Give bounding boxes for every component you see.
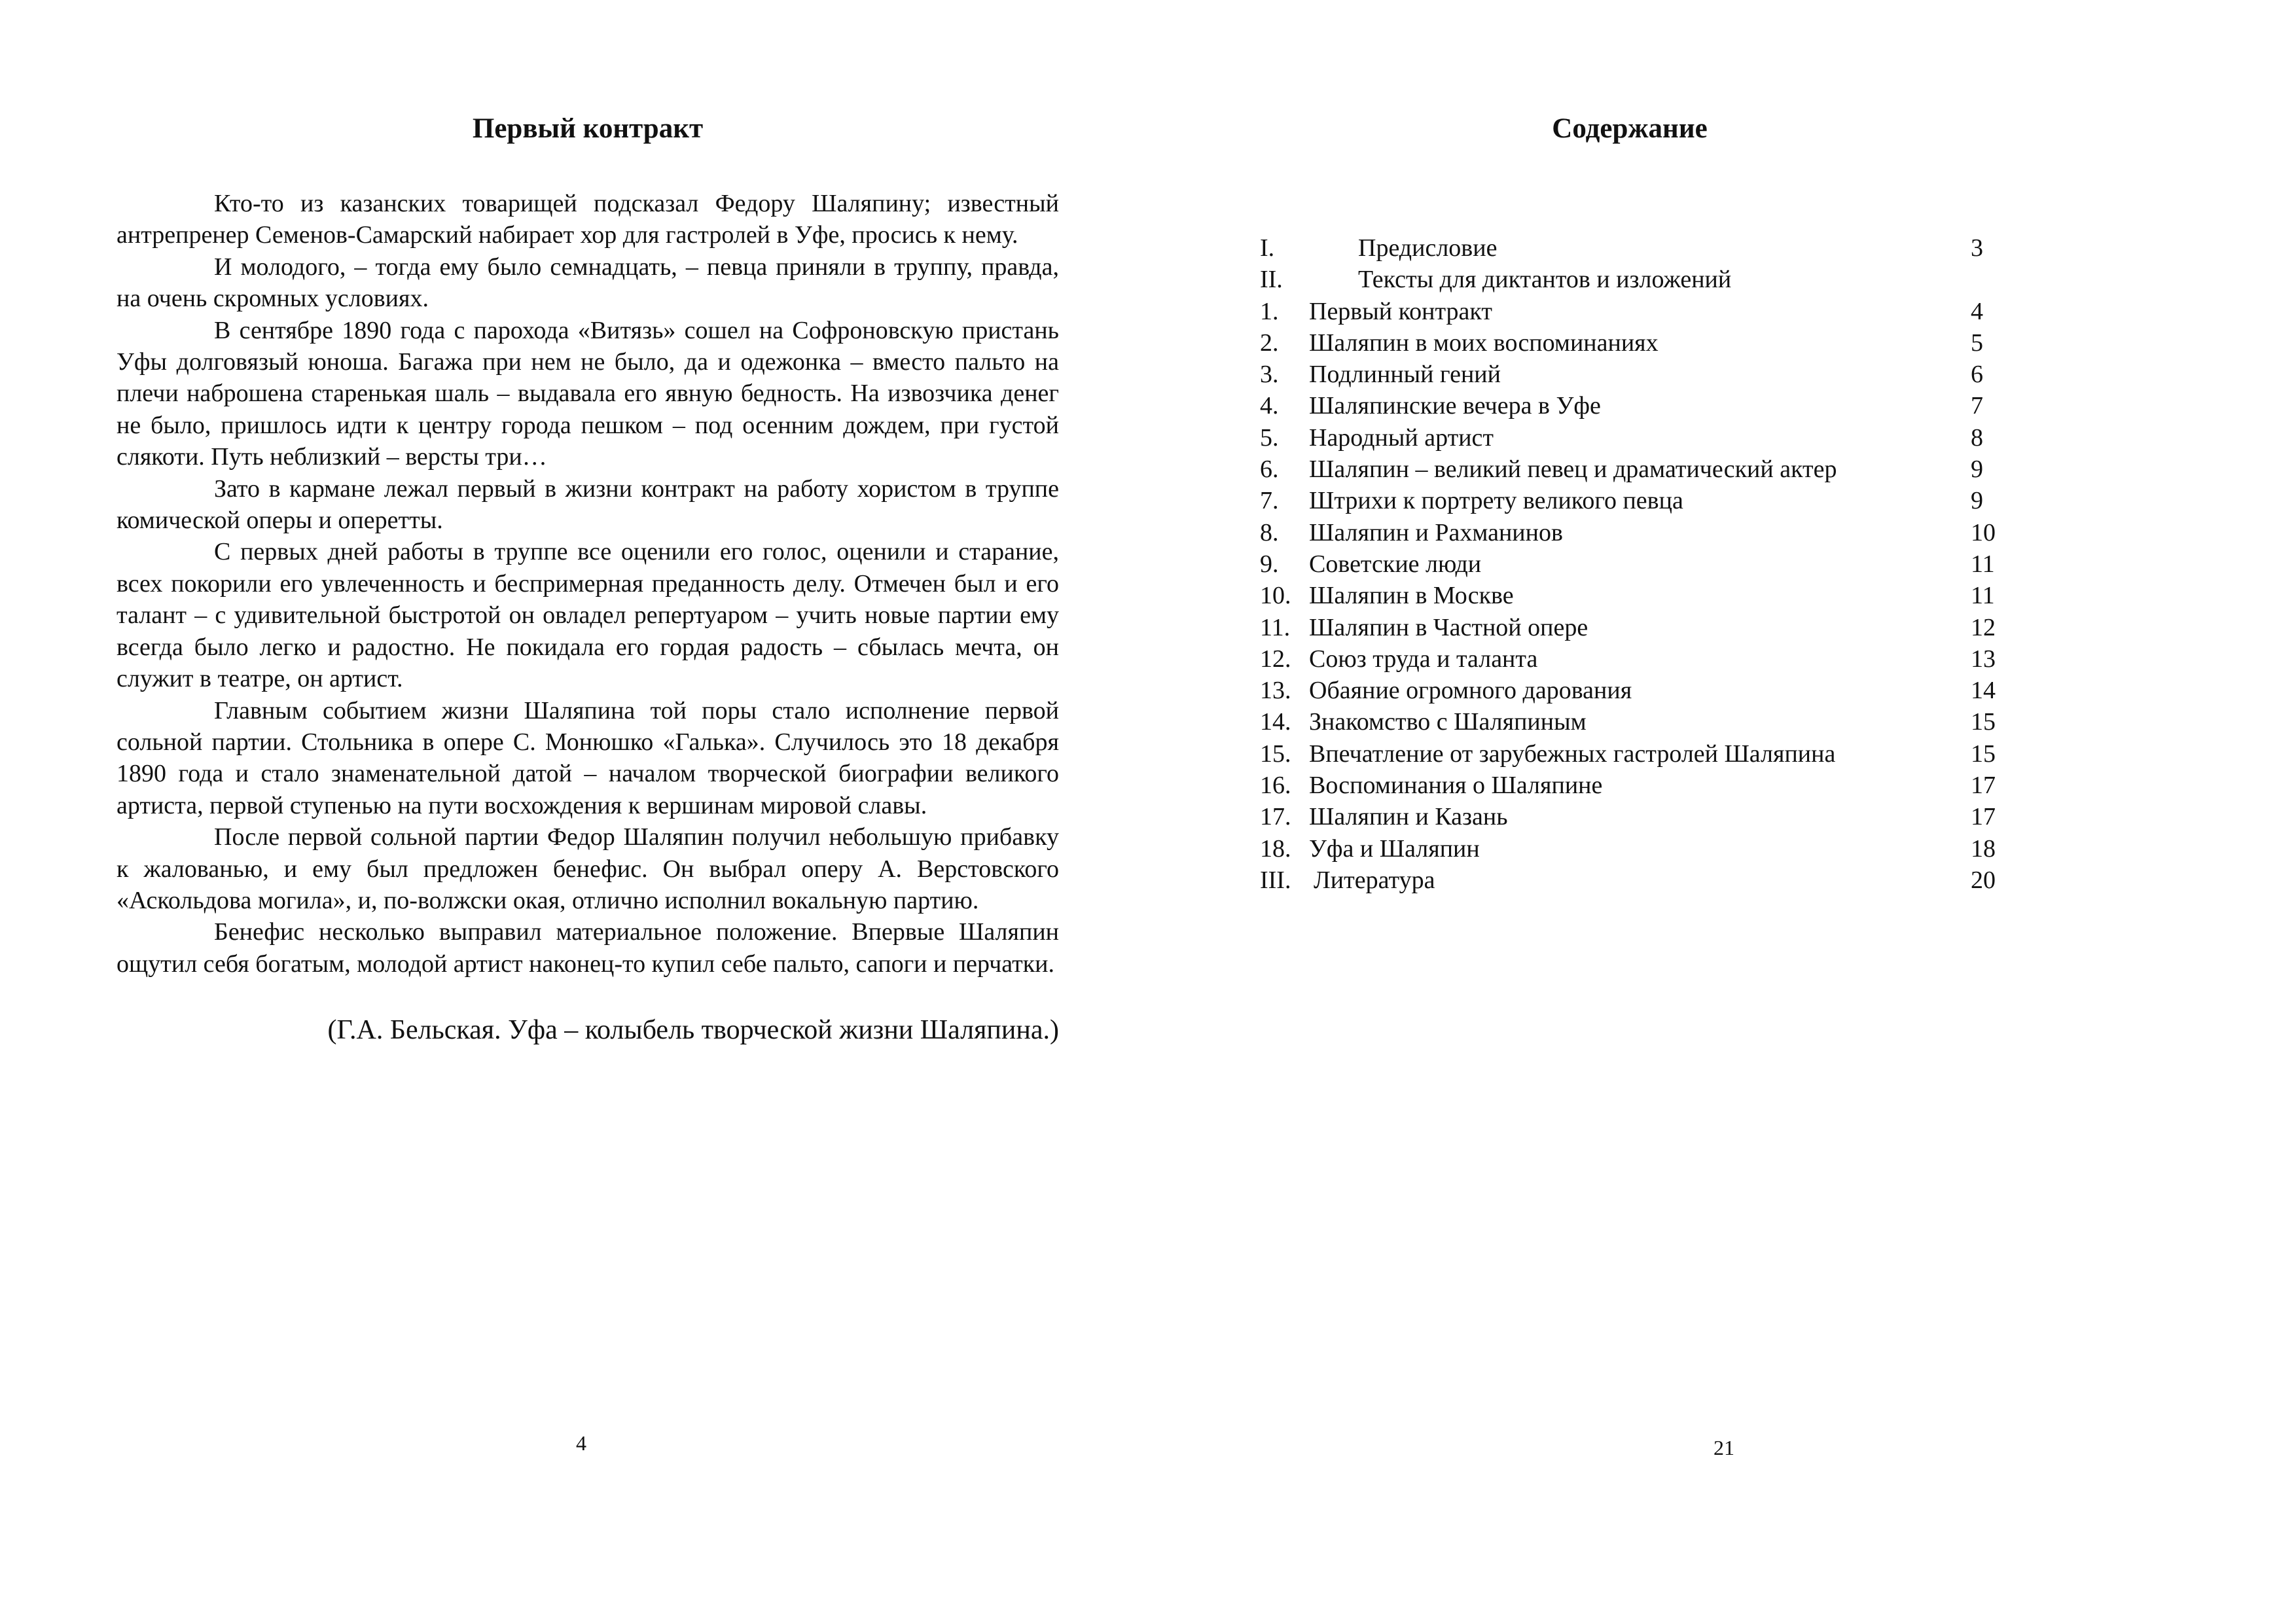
toc-entry-number: 12. bbox=[1260, 645, 1291, 673]
toc-entry bbox=[1260, 232, 2000, 264]
toc-entry bbox=[1260, 548, 2000, 580]
toc-entry-label: Союз труда и таланта bbox=[1309, 645, 1538, 673]
toc-entry-number: 17. bbox=[1260, 803, 1291, 831]
toc-entry bbox=[1260, 738, 2000, 770]
toc-entry-label: Шаляпин в моих воспоминаниях bbox=[1309, 329, 1659, 357]
toc-entry-label: Народный артист bbox=[1309, 423, 1494, 452]
toc-entry-page: 13 bbox=[1971, 645, 1996, 673]
toc-entry bbox=[1260, 296, 2000, 327]
toc-entry bbox=[1260, 422, 2000, 454]
toc-entry-label: Уфа и Шаляпин bbox=[1309, 834, 1480, 863]
toc-entry bbox=[1260, 675, 2000, 706]
toc-entry-page: 6 bbox=[1971, 361, 1983, 389]
toc-entry-number: 13. bbox=[1260, 677, 1291, 705]
toc-entry-page: 3 bbox=[1971, 234, 1983, 262]
toc-entry-page: 9 bbox=[1971, 487, 1983, 515]
page-number-right: 21 bbox=[1713, 1436, 1734, 1459]
toc-entry-label: Предисловие bbox=[1358, 234, 1498, 262]
toc-entry bbox=[1260, 612, 2000, 643]
paragraph: В сентябре 1890 года с парохода «Витязь» сошел на Софроновскую пристань Уфы долговязый юноша. Багажа при нем не было, да и одежонка – вместо пальто на плечи наброшена старенькая шаль – выдавала его явную бедность. На извозчика денег не было, пришлось идти к центру города пешком – под осенним дождем, при густой слякоти. Путь неблизкий – версты три… bbox=[117, 316, 1059, 471]
toc-entry bbox=[1260, 770, 2000, 801]
toc-entry-label: Знакомство с Шаляпиным bbox=[1309, 708, 1587, 736]
toc-entry-page: 12 bbox=[1971, 613, 1996, 641]
toc-entry-page: 15 bbox=[1971, 740, 1996, 768]
table-of-contents bbox=[1260, 232, 2000, 896]
toc-entry-label: Шаляпин – великий певец и драматический актер bbox=[1309, 455, 1837, 484]
page-number-left: 4 bbox=[576, 1431, 586, 1455]
toc-entry-number: III. bbox=[1260, 866, 1291, 894]
toc-entry bbox=[1260, 359, 2000, 390]
toc-entry-label: Воспоминания о Шаляпине bbox=[1309, 772, 1603, 800]
toc-entry-number: 15. bbox=[1260, 740, 1291, 768]
paragraph: Зато в кармане лежал первый в жизни контракт на работу хористом в труппе комической оперы и оперетты. bbox=[117, 474, 1059, 535]
toc-entry-number: I. bbox=[1260, 234, 1275, 262]
toc-entry-label: Штрихи к портрету великого певца bbox=[1309, 487, 1683, 515]
toc-entry-number: 3. bbox=[1260, 361, 1279, 389]
toc-entry-number: 9. bbox=[1260, 550, 1279, 578]
toc-entry bbox=[1260, 801, 2000, 832]
toc-entry-number: 2. bbox=[1260, 329, 1279, 357]
toc-entry-page: 17 bbox=[1971, 803, 1996, 831]
toc-entry-number: 4. bbox=[1260, 392, 1279, 420]
toc-entry-number: 18. bbox=[1260, 834, 1291, 863]
toc-entry-label: Литература bbox=[1314, 866, 1435, 894]
toc-entry-number: 7. bbox=[1260, 487, 1279, 515]
toc-entry-page: 11 bbox=[1971, 550, 1995, 578]
page-title: Первый контракт bbox=[472, 113, 704, 144]
toc-entry bbox=[1260, 485, 2000, 516]
paragraph: И молодого, – тогда ему было семнадцать, – певца приняли в труппу, правда, на очень скромных условиях. bbox=[117, 253, 1059, 313]
toc-entry bbox=[1260, 454, 2000, 485]
toc-entry-number: 6. bbox=[1260, 455, 1279, 484]
toc-entry-page: 17 bbox=[1971, 772, 1996, 800]
toc-entry-label: Впечатление от зарубежных гастролей Шаляпина bbox=[1309, 740, 1836, 768]
source-citation: (Г.А. Бельская. Уфа – колыбель творческой жизни Шаляпина.) bbox=[327, 1015, 1059, 1046]
toc-entry-number: 1. bbox=[1260, 297, 1279, 325]
toc-entry-page: 8 bbox=[1971, 423, 1983, 452]
toc-entry-number: 5. bbox=[1260, 423, 1279, 452]
toc-entry-label: Шаляпин в Частной опере bbox=[1309, 613, 1588, 641]
contents-title: Содержание bbox=[1552, 113, 1708, 144]
toc-entry-page: 5 bbox=[1971, 329, 1983, 357]
toc-entry-label: Тексты для диктантов и изложений bbox=[1358, 266, 1732, 294]
toc-entry-label: Шаляпин и Казань bbox=[1309, 803, 1508, 831]
toc-entry-number: 10. bbox=[1260, 582, 1291, 610]
toc-entry-page: 20 bbox=[1971, 866, 1996, 894]
toc-entry-page: 10 bbox=[1971, 518, 1996, 546]
toc-entry-label: Обаяние огромного дарования bbox=[1309, 677, 1632, 705]
toc-entry-label: Шаляпин в Москве bbox=[1309, 582, 1514, 610]
toc-entry-page: 9 bbox=[1971, 455, 1983, 484]
toc-entry bbox=[1260, 517, 2000, 548]
toc-entry-number: 11. bbox=[1260, 613, 1291, 641]
toc-entry-number: 14. bbox=[1260, 708, 1291, 736]
toc-entry-page: 18 bbox=[1971, 834, 1996, 863]
paragraph: После первой сольной партии Федор Шаляпин получил небольшую прибавку к жалованью, и ему был предложен бенефис. Он выбрал оперу А. Верстовского «Аскольдова могила», и, по-волжски окая, отлично исполнил вокальную партию. bbox=[117, 823, 1059, 914]
toc-entry-label: Первый контракт bbox=[1309, 297, 1492, 325]
toc-entry bbox=[1260, 643, 2000, 675]
toc-entry-page bbox=[1971, 264, 2000, 295]
article-body bbox=[117, 188, 1059, 980]
toc-entry bbox=[1260, 264, 2000, 295]
toc-entry-label: Советские люди bbox=[1309, 550, 1482, 578]
toc-entry-page: 15 bbox=[1971, 708, 1996, 736]
toc-entry-label: Подлинный гений bbox=[1309, 361, 1501, 389]
paragraph: Главным событием жизни Шаляпина той поры стало исполнение первой сольной партии. Стольника в опере С. Монюшко «Галька». Случилось это 18 декабря 1890 года и стало знаменательной датой – началом творческой биографии великого артиста, первой ступенью на пути восхождения к вершинам мировой славы. bbox=[117, 696, 1059, 819]
toc-entry bbox=[1260, 327, 2000, 359]
paragraph: Кто-то из казанских товарищей подсказал Федору Шаляпину; известный антрепренер Семенов-Самарский набирает хор для гастролей в Уфе, просись к нему. bbox=[117, 190, 1059, 249]
toc-entry-label: Шаляпин и Рахманинов bbox=[1309, 518, 1563, 546]
toc-entry-page: 14 bbox=[1971, 677, 1996, 705]
toc-entry bbox=[1260, 706, 2000, 738]
toc-entry-number: 16. bbox=[1260, 772, 1291, 800]
paragraph: С первых дней работы в труппе все оценили его голос, оценили и старание, всех покорили его увлеченность и беспримерная преданность делу. Отмечен был и его талант – с удивительной быстротой он овладел репертуаром – учить новые партии ему всегда было легко и радостно. Не покидала его гордая радость – сбылась мечта, он служит в театре, он артист. bbox=[117, 538, 1059, 693]
right-page bbox=[1260, 111, 2000, 896]
toc-entry bbox=[1260, 580, 2000, 611]
toc-entry-page: 11 bbox=[1971, 582, 1995, 610]
toc-entry bbox=[1260, 865, 2000, 896]
toc-entry bbox=[1260, 833, 2000, 865]
left-page bbox=[117, 111, 1059, 1048]
toc-entry-number: 8. bbox=[1260, 518, 1279, 546]
toc-entry-page: 4 bbox=[1971, 297, 1983, 325]
toc-entry-page: 7 bbox=[1971, 392, 1983, 420]
toc-entry-number: II. bbox=[1260, 266, 1283, 294]
toc-entry-label: Шаляпинские вечера в Уфе bbox=[1309, 392, 1601, 420]
paragraph: Бенефис несколько выправил материальное положение. Впервые Шаляпин ощутил себя богатым, молодой артист наконец-то купил себе пальто, сапоги и перчатки. bbox=[117, 918, 1059, 978]
toc-entry bbox=[1260, 390, 2000, 421]
